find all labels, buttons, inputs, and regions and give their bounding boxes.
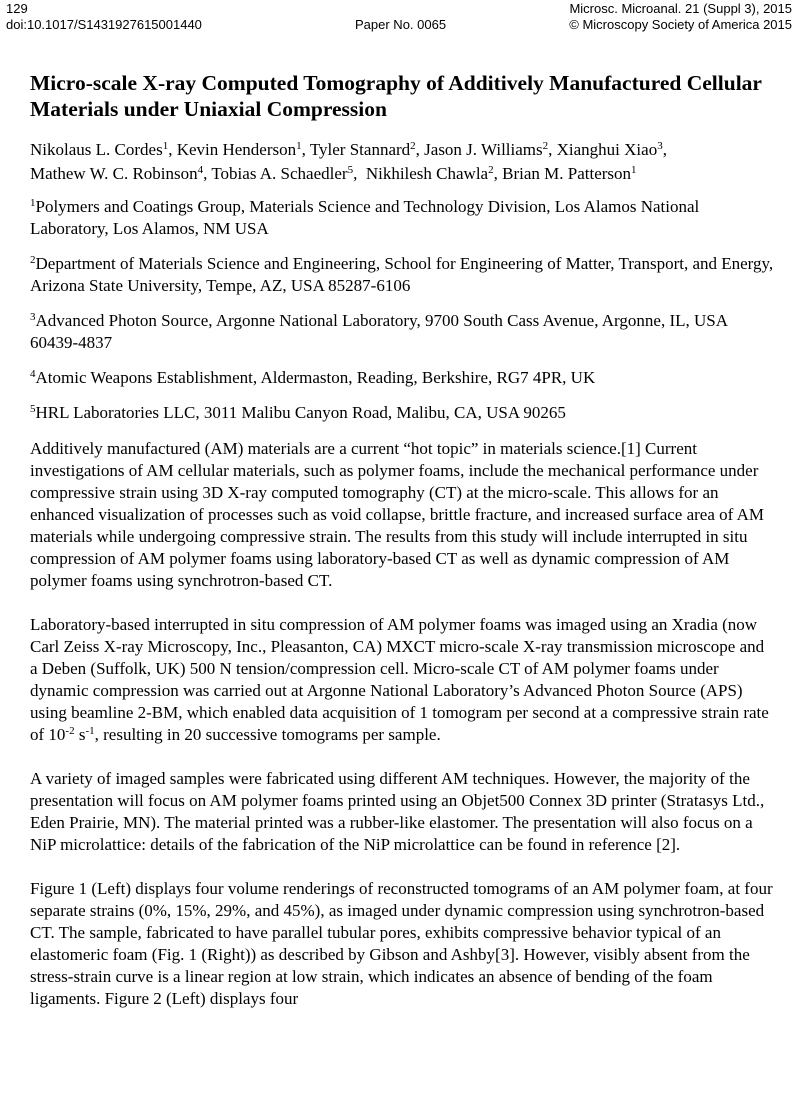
affiliation-number: 2 <box>30 254 36 266</box>
doi: doi:10.1017/S1431927615001440 <box>6 17 202 32</box>
page-number: 129 <box>6 1 28 16</box>
affiliation-text: Advanced Photon Source, Argonne National Laboratory, 9700 South Cass Avenue, Argonne, IL, USA 60439-4837 <box>30 311 728 352</box>
affiliation-number: 4 <box>30 368 36 380</box>
affiliation-text: Department of Materials Science and Engineering, School for Engineering of Matter, Transport, and Energy, Arizona State University, Tempe, AZ, USA 85287-6106 <box>30 254 774 295</box>
author-name: Xianghui Xiao <box>556 140 658 159</box>
affiliation <box>30 402 775 424</box>
author-name: Mathew W. C. Robinson <box>30 164 198 183</box>
affiliation-number: 3 <box>30 311 36 323</box>
affiliation-text: Atomic Weapons Establishment, Aldermaston, Reading, Berkshire, RG7 4PR, UK <box>35 368 596 387</box>
author-affiliation-mark: 5 <box>347 164 354 176</box>
affiliation <box>30 196 775 240</box>
author-affiliation-mark: 1 <box>631 164 637 176</box>
affiliation-number: 5 <box>30 403 36 415</box>
author-name: Kevin Henderson <box>176 140 297 159</box>
author-separator: , <box>548 140 557 159</box>
author-name: Brian M. Patterson <box>502 164 632 183</box>
author-affiliation-mark: 1 <box>296 140 302 152</box>
paragraph-text: Laboratory-based interrupted in situ compression of AM polymer foams was imaged using an Xradia (now Carl Zeiss X-ray Microscopy, Inc., Pleasanton, CA) MXCT micro-scale X-ray transmission microscope and a Deben (Suffolk, UK) 500 N tension/compression cell. Micro-scale CT of AM polymer foams under dynamic compression was carried out at Argonne National Laboratory’s Advanced Photon Source (APS) using beamline 2-BM, which enabled data acquisition of 1 tomogram per second at a compressive strain rate of 10 <box>30 615 769 744</box>
author-separator: , <box>168 140 177 159</box>
affiliation <box>30 367 775 389</box>
author-separator: , <box>301 140 310 159</box>
author-affiliation-mark: 2 <box>488 164 494 176</box>
author-separator: , <box>203 164 212 183</box>
author-name: Nikolaus L. Cordes <box>30 140 163 159</box>
exponent: -2 <box>65 725 75 737</box>
body-paragraph <box>30 614 775 746</box>
affiliation-text: HRL Laboratories LLC, 3011 Malibu Canyon Road, Malibu, CA, USA 90265 <box>35 403 566 422</box>
author-affiliation-mark: 3 <box>657 140 663 152</box>
paragraph-text: s <box>74 725 86 744</box>
body-paragraph: A variety of imaged samples were fabricated using different AM techniques. However, the majority of the presentation will focus on AM polymer foams printed using an Objet500 Connex 3D printer (Stratasys Ltd., Eden Prairie, MN). The material printed was a rubber-like elastomer. The presentation will also focus on a NiP microlattice: details of the fabrication of the NiP microlattice can be found in reference [2]. <box>30 769 765 854</box>
paper-number: Paper No. 0065 <box>355 17 447 32</box>
affiliation <box>30 310 775 354</box>
body-paragraph: Additively manufactured (AM) materials are a current “hot topic” in materials science.[1] Current investigations of AM cellular materials, such as polymer foams, include the mechanical performance under compressive strain using 3D X-ray computed tomography (CT) at the micro-scale. This allows for an enhanced visualization of processes such as void collapse, brittle fracture, and increased surface area of AM materials while undergoing compressive strain. The results from this study will include interrupted in situ compression of AM polymer foams using laboratory-based CT as well as dynamic compression of AM polymer foams using synchrotron-based CT. <box>30 439 765 590</box>
author-separator: , <box>353 164 366 183</box>
author-list <box>30 138 775 186</box>
author-separator: , <box>662 140 667 159</box>
body-paragraph: Figure 1 (Left) displays four volume renderings of reconstructed tomograms of an AM polymer foam, at four separate strains (0%, 15%, 29%, and 45%), as imaged under dynamic compression using synchrotron-based CT. The sample, fabricated to have parallel tubular pores, exhibits compressive behavior typical of an elastomeric foam (Fig. 1 (Right)) as described by Gibson and Ashby[3]. However, visibly absent from the stress-strain curve is a linear region at low strain, which indicates an absence of bending of the foam ligaments. Figure 2 (Left) displays four <box>30 879 773 1008</box>
author-name: Jason J. Williams <box>424 140 543 159</box>
author-name: Nikhilesh Chawla <box>365 164 489 183</box>
affiliation-number: 1 <box>30 197 36 209</box>
author-separator: , <box>415 140 425 159</box>
affiliation-text: Polymers and Coatings Group, Materials Science and Technology Division, Los Alamos National Laboratory, Los Alamos, NM USA <box>30 197 700 238</box>
author-separator: , <box>493 164 503 183</box>
author-name: Tyler Stannard <box>309 140 411 159</box>
author-affiliation-mark: 4 <box>197 164 204 176</box>
author-affiliation-mark: 2 <box>542 140 549 152</box>
paragraph-text: , resulting in 20 successive tomograms per sample. <box>94 725 441 744</box>
journal-citation: Microsc. Microanal. 21 (Suppl 3), 2015 <box>569 1 792 16</box>
exponent: -1 <box>85 725 95 737</box>
author-affiliation-mark: 1 <box>162 140 169 152</box>
affiliation <box>30 253 775 297</box>
copyright: © Microscopy Society of America 2015 <box>569 17 792 32</box>
paper-page <box>30 70 775 1032</box>
author-affiliation-mark: 2 <box>410 140 416 152</box>
paper-title: Micro-scale X-ray Computed Tomography of Additively Manufactured Cellular Materials under Uniaxial Compression <box>30 71 762 121</box>
author-name: Tobias A. Schaedler <box>211 164 348 183</box>
